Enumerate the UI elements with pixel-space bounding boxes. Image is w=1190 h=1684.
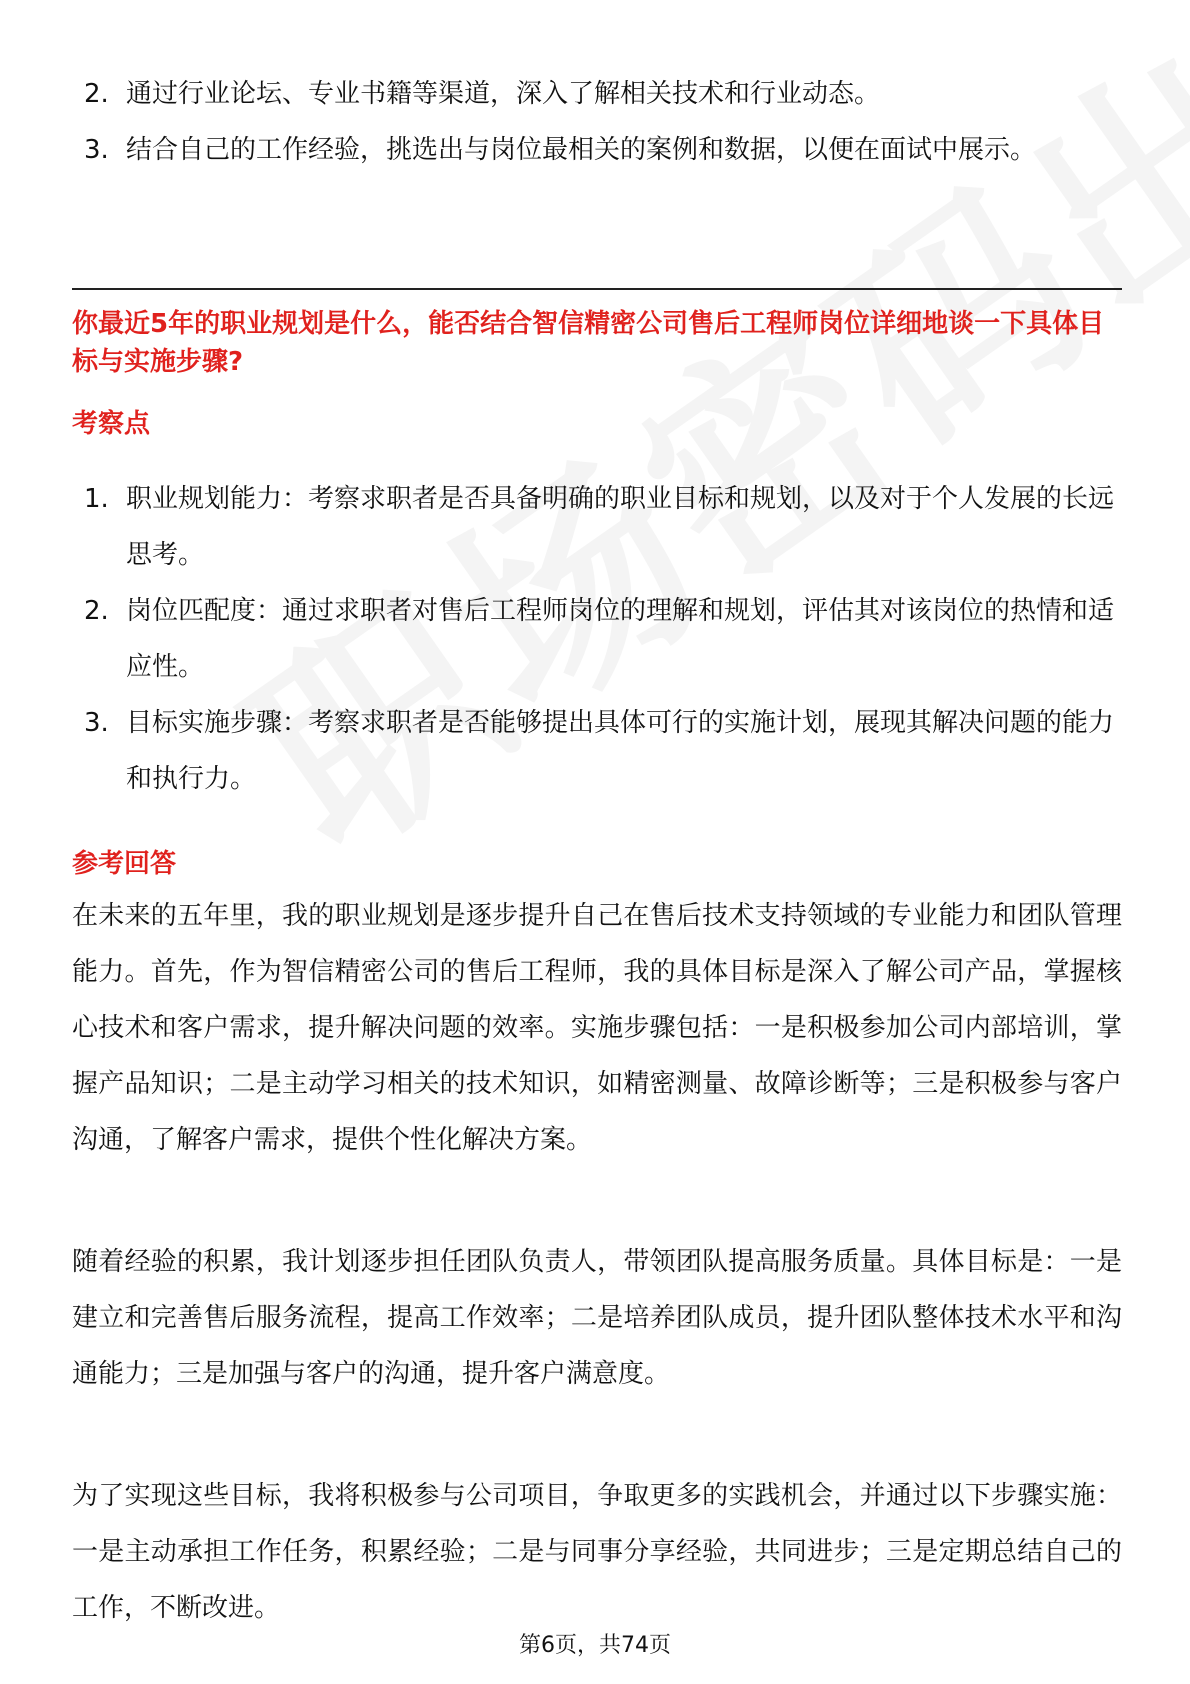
list-text: 目标实施步骤：考察求职者是否能够提出具体可行的实施计划，展现其解决问题的能力和执行力。 xyxy=(126,708,1115,794)
list-number: 3. xyxy=(84,135,109,165)
answer-paragraph xyxy=(72,888,1122,1168)
list-text: 职业规划能力：考察求职者是否具备明确的职业目标和规划，以及对于个人发展的长远思考。 xyxy=(126,484,1115,570)
list-number: 2. xyxy=(84,596,109,626)
list-number: 2. xyxy=(84,79,109,109)
previous-answer-list xyxy=(72,66,1122,178)
list-text: 通过行业论坛、专业书籍等渠道，深入了解相关技术和行业动态。 xyxy=(126,79,881,109)
list-item xyxy=(72,66,1122,122)
answer-paragraph xyxy=(72,1234,1122,1402)
points-list xyxy=(72,471,1122,807)
points-heading: 考察点 xyxy=(72,409,151,439)
list-item xyxy=(72,583,1122,695)
interview-question: 你最近5年的职业规划是什么，能否结合智信精密公司售后工程师岗位详细地谈一下具体目标与实施步骤? xyxy=(72,309,1105,377)
paragraph-text: 为了实现这些目标，我将积极参与公司项目，争取更多的实践机会，并通过以下步骤实施：一是主动承担工作任务，积累经验；二是与同事分享经验，共同进步；三是定期总结自己的工作，不断改进。 xyxy=(72,1481,1122,1623)
list-number: 1. xyxy=(84,484,109,514)
page-footer: 第6页，共74页 xyxy=(519,1633,671,1658)
list-item xyxy=(72,695,1122,807)
answer-paragraph xyxy=(72,1468,1122,1636)
section-divider xyxy=(72,288,1122,290)
answer-heading: 参考回答 xyxy=(72,849,177,879)
list-text: 岗位匹配度：通过求职者对售后工程师岗位的理解和规划，评估其对该岗位的热情和适应性。 xyxy=(126,596,1115,682)
list-number: 3. xyxy=(84,708,109,738)
list-text: 结合自己的工作经验，挑选出与岗位最相关的案例和数据，以便在面试中展示。 xyxy=(126,135,1037,165)
list-item xyxy=(72,471,1122,583)
paragraph-text: 在未来的五年里，我的职业规划是逐步提升自己在售后技术支持领域的专业能力和团队管理能力。首先，作为智信精密公司的售后工程师，我的具体目标是深入了解公司产品，掌握核心技术和客户需求，提升解决问题的效率。实施步骤包括：一是积极参加公司内部培训，掌握产品知识；二是主动学习相关的技术知识，如精密测量、故障诊断等；三是积极参与客户沟通，了解客户需求，提供个性化解决方案。 xyxy=(72,901,1122,1155)
list-item xyxy=(72,122,1122,178)
paragraph-text: 随着经验的积累，我计划逐步担任团队负责人，带领团队提高服务质量。具体目标是：一是建立和完善售后服务流程，提高工作效率；二是培养团队成员，提升团队整体技术水平和沟通能力；三是加强与客户的沟通，提升客户满意度。 xyxy=(72,1247,1122,1389)
